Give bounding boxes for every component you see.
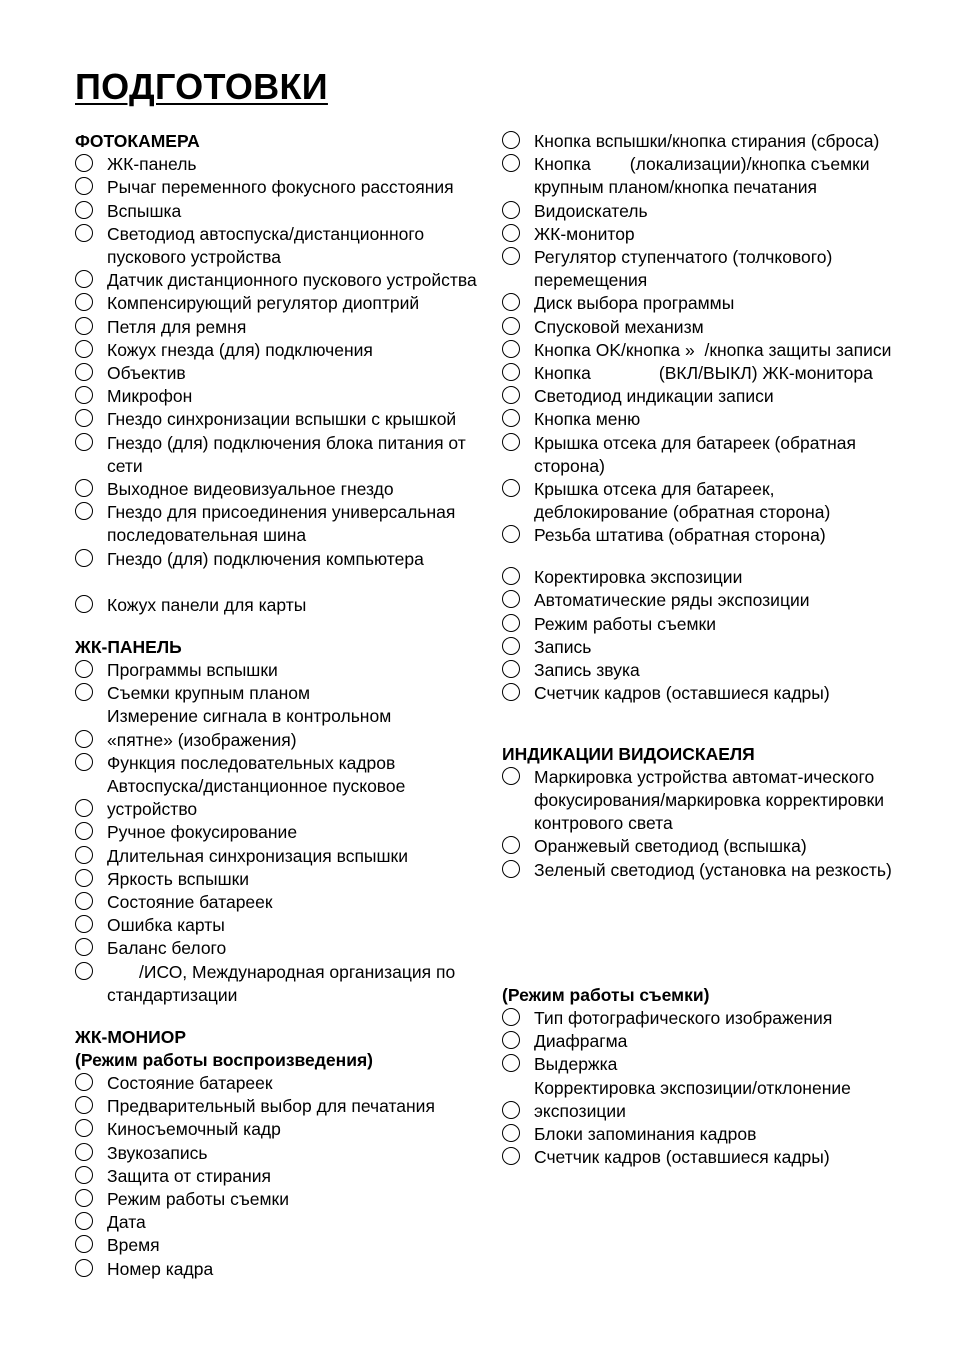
circle-marker-icon (75, 1143, 93, 1161)
list-item: Крышка отсека для батареек, деблокирование (обратная сторона) (502, 478, 902, 524)
list-item: Гнездо синхронизации вспышки с крышкой (75, 408, 505, 431)
list-item: ЖК-панель (75, 153, 505, 176)
subheading-playback: (Режим работы воспроизведения) (75, 1049, 373, 1070)
list-item: Кожух панели для карты (75, 594, 505, 617)
list-item: Автоматические ряды экспозиции (502, 589, 902, 612)
list-item: Режим работы съемки (502, 613, 902, 636)
list-item: Оранжевый светодиод (вспышка) (502, 835, 902, 858)
list-item: Запись звука (502, 659, 902, 682)
list-item: Микрофон (75, 385, 505, 408)
list-item: ЖК-монитор (502, 223, 902, 246)
list-item: устройство (75, 798, 505, 821)
circle-marker-icon (75, 730, 93, 748)
right-column (502, 130, 902, 1169)
circle-marker-icon (75, 363, 93, 381)
list-item: Функция последовательных кадров (75, 752, 505, 775)
section-heading-monitor: ЖК-МОНИОР (75, 1026, 187, 1047)
list-item: экспозиции (502, 1100, 902, 1123)
list-item: Предварительный выбор для печатания (75, 1095, 505, 1118)
list-item: Кнопка (ВКЛ/ВЫКЛ) ЖК-монитора (502, 362, 902, 385)
list-item: Гнездо для присоединения универсальная последовательная шина (75, 501, 505, 547)
circle-marker-icon (502, 1147, 520, 1165)
list-item: Маркировка устройства автомат-ического фокусирования/маркировка корректировки контрового света (502, 766, 902, 836)
circle-marker-icon (502, 836, 520, 854)
list-item: Запись (502, 636, 902, 659)
circle-marker-icon (75, 846, 93, 864)
list-item: Видоискатель (502, 200, 902, 223)
list-item: Петля для ремня (75, 316, 505, 339)
circle-marker-icon (502, 767, 520, 785)
circle-marker-icon (502, 860, 520, 878)
circle-marker-icon (75, 1259, 93, 1277)
circle-marker-icon (502, 683, 520, 701)
circle-marker-icon (502, 479, 520, 497)
list-item: Кожух гнезда (для) подключения (75, 339, 505, 362)
left-column (75, 130, 505, 1281)
circle-marker-icon (75, 549, 93, 567)
circle-marker-icon (502, 247, 520, 265)
circle-marker-icon (502, 590, 520, 608)
list-item: Измерение сигнала в контрольном (107, 706, 392, 727)
section-heading-camera: ФОТОКАМЕРА (75, 131, 200, 151)
circle-marker-icon (502, 525, 520, 543)
circle-marker-icon (502, 1008, 520, 1026)
list-item: Кнопка меню (502, 408, 902, 431)
circle-marker-icon (75, 1166, 93, 1184)
list-item: Автоспуска/дистанционное пусковое (107, 775, 406, 796)
list-item: Гнездо (для) подключения компьютера (75, 548, 505, 571)
circle-marker-icon (75, 1212, 93, 1230)
list-item: Выходное видеовизуальное гнездо (75, 478, 505, 501)
list-item: Крышка отсека для батареек (обратная сторона) (502, 432, 902, 478)
list-item: Спусковой механизм (502, 316, 902, 339)
list-item: Кнопка (локализации)/кнопка съемки крупным планом/кнопка печатания (502, 153, 902, 199)
circle-marker-icon (75, 595, 93, 613)
circle-marker-icon (502, 660, 520, 678)
list-item: /ИСО, Международная организация по стандартизации (75, 961, 505, 1007)
circle-marker-icon (75, 293, 93, 311)
circle-marker-icon (75, 1073, 93, 1091)
list-item: Объектив (75, 362, 505, 385)
list-item: Длительная синхронизация вспышки (75, 845, 505, 868)
list-item: Диск выбора программы (502, 292, 902, 315)
list-item: Звукозапись (75, 1142, 505, 1165)
list-item: Резьба штатива (обратная сторона) (502, 524, 902, 547)
circle-marker-icon (75, 683, 93, 701)
circle-marker-icon (75, 660, 93, 678)
list-item: Баланс белого (75, 937, 505, 960)
circle-marker-icon (502, 386, 520, 404)
circle-marker-icon (75, 201, 93, 219)
circle-marker-icon (502, 1054, 520, 1072)
list-item: «пятне» (изображения) (75, 729, 505, 752)
list-item: Режим работы съемки (75, 1188, 505, 1211)
list-item: Светодиод индикации записи (502, 385, 902, 408)
list-item: Светодиод автоспуска/дистанционного пускового устройства (75, 223, 505, 269)
list-item: Программы вспышки (75, 659, 505, 682)
circle-marker-icon (75, 753, 93, 771)
list-item: Регулятор ступенчатого (толчкового) перемещения (502, 246, 902, 292)
circle-marker-icon (502, 131, 520, 149)
circle-marker-icon (75, 822, 93, 840)
subheading-shooting: (Режим работы съемки) (502, 984, 710, 1005)
list-item: Диафрагма (502, 1030, 902, 1053)
list-item: Яркость вспышки (75, 868, 505, 891)
circle-marker-icon (75, 799, 93, 817)
list-item: Съемки крупным планом (75, 682, 505, 705)
list-item: Счетчик кадров (оставшиеся кадры) (502, 682, 902, 705)
page-title: ПОДГОТОВКИ (75, 66, 328, 107)
circle-marker-icon (502, 363, 520, 381)
list-item: Тип фотографического изображения (502, 1007, 902, 1030)
circle-marker-icon (75, 154, 93, 172)
circle-marker-icon (75, 1189, 93, 1207)
circle-marker-icon (502, 433, 520, 451)
list-item: Рычаг переменного фокусного расстояния (75, 176, 505, 199)
list-item: Время (75, 1234, 505, 1257)
circle-marker-icon (502, 224, 520, 242)
circle-marker-icon (75, 270, 93, 288)
circle-marker-icon (502, 637, 520, 655)
circle-marker-icon (75, 433, 93, 451)
list-item: Ошибка карты (75, 914, 505, 937)
circle-marker-icon (75, 1119, 93, 1137)
circle-marker-icon (502, 614, 520, 632)
circle-marker-icon (75, 386, 93, 404)
section-heading-viewfinder: ИНДИКАЦИИ ВИДОИСКАЕЛЯ (502, 743, 755, 764)
circle-marker-icon (502, 1124, 520, 1142)
circle-marker-icon (75, 317, 93, 335)
circle-marker-icon (75, 177, 93, 195)
list-item: Защита от стирания (75, 1165, 505, 1188)
list-item: Корректировка экспозиции/отклонение (534, 1077, 851, 1098)
list-item: Ручное фокусирование (75, 821, 505, 844)
circle-marker-icon (75, 340, 93, 358)
list-item: Кнопка вспышки/кнопка стирания (сброса) (502, 130, 902, 153)
list-item: Компенсирующий регулятор диоптрий (75, 292, 505, 315)
list-item: Коректировка экспозиции (502, 566, 902, 589)
circle-marker-icon (502, 1101, 520, 1119)
circle-marker-icon (75, 915, 93, 933)
circle-marker-icon (75, 892, 93, 910)
list-item: Дата (75, 1211, 505, 1234)
list-item: Вспышка (75, 200, 505, 223)
circle-marker-icon (75, 962, 93, 980)
circle-marker-icon (75, 479, 93, 497)
circle-marker-icon (75, 1235, 93, 1253)
circle-marker-icon (502, 340, 520, 358)
list-item: Состояние батареек (75, 891, 505, 914)
circle-marker-icon (502, 154, 520, 172)
circle-marker-icon (75, 938, 93, 956)
list-item: Номер кадра (75, 1258, 505, 1281)
list-item: Гнездо (для) подключения блока питания от сети (75, 432, 505, 478)
circle-marker-icon (502, 1031, 520, 1049)
list-item: Киносъемочный кадр (75, 1118, 505, 1141)
list-item: Датчик дистанционного пускового устройства (75, 269, 505, 292)
circle-marker-icon (75, 869, 93, 887)
list-item: Счетчик кадров (оставшиеся кадры) (502, 1146, 902, 1169)
list-item: Кнопка OK/кнопка » /кнопка защиты записи (502, 339, 902, 362)
circle-marker-icon (502, 293, 520, 311)
circle-marker-icon (75, 409, 93, 427)
list-item: Состояние батареек (75, 1072, 505, 1095)
circle-marker-icon (502, 567, 520, 585)
list-item: Блоки запоминания кадров (502, 1123, 902, 1146)
list-item: Выдержка (502, 1053, 902, 1076)
section-heading-lcd: ЖК-ПАНЕЛЬ (75, 636, 182, 657)
circle-marker-icon (75, 224, 93, 242)
list-item: Зеленый светодиод (установка на резкость) (502, 859, 902, 882)
circle-marker-icon (502, 317, 520, 335)
circle-marker-icon (75, 502, 93, 520)
circle-marker-icon (502, 201, 520, 219)
circle-marker-icon (75, 1096, 93, 1114)
circle-marker-icon (502, 409, 520, 427)
